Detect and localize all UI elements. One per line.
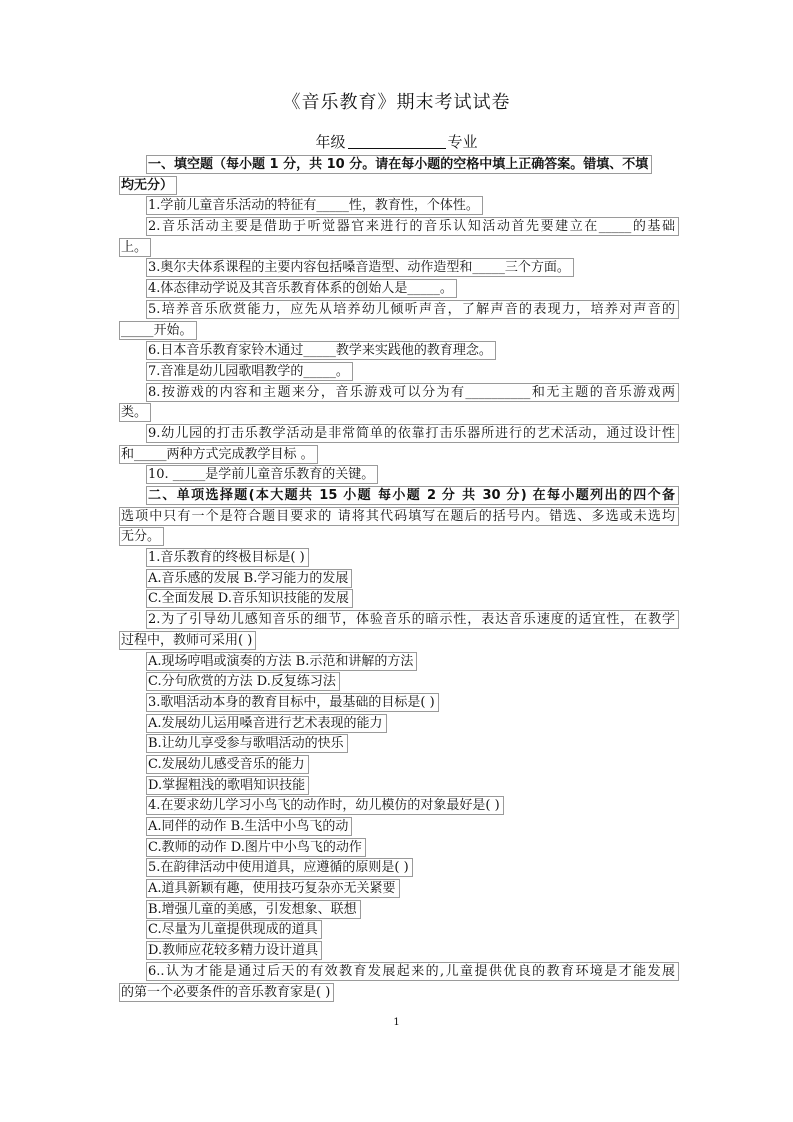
question-line: 1.音乐教育的终极目标是( ) [119,548,679,567]
question-line: 3.奥尔夫体系课程的主要内容包括嗓音造型、动作造型和_____三个方面。 [119,258,679,277]
grade-label: 年级 [315,133,346,151]
question-line: 7.音准是幼儿园歌唱教学的_____。 [119,362,679,381]
question-line: 5.在韵律活动中使用道具，应遵循的原则是( ) [119,858,679,877]
question-line: _____开始。 [119,321,679,340]
option-line: A.现场哼唱或演奏的方法 B.示范和讲解的方法 [119,652,679,671]
option-line: B.让幼儿享受参与歌唱活动的快乐 [119,734,679,753]
grade-major-line [0,131,793,152]
question-line: 的第一个必要条件的音乐教育家是( ) [119,983,679,1002]
question-line: 3.歌唱活动本身的教育目标中，最基础的目标是( ) [119,693,679,712]
question-line: 10. _____是学前儿童音乐教育的关键。 [119,465,679,484]
option-line: A.发展幼儿运用嗓音进行艺术表现的能力 [119,714,679,733]
section-heading-single-choice: 二、单项选择题(本大题共 15 小题 每小题 2 分 共 30 分) 在每小题列出的四个备 [119,486,679,505]
question-line: 和_____两种方式完成教学目标 。 [119,445,679,464]
question-line: 类。 [119,403,679,422]
section-instructions: 无分。 [119,527,679,546]
option-line: A.道具新颖有趣，使用技巧复杂亦无关紧要 [119,879,679,898]
question-line: 4.在要求幼儿学习小鸟飞的动作时，幼儿模仿的对象最好是( ) [119,796,679,815]
major-label: 专业 [447,133,478,151]
question-line: 2.音乐活动主要是借助于听觉器官来进行的音乐认知活动首先要建立在_____的基础 [119,217,679,236]
section-heading-fill-blank: 一、填空题（每小题 1 分，共 10 分。请在每小题的空格中填上正确答案。错填、不填 [119,155,679,174]
question-line: 上。 [119,238,679,257]
exam-content [119,155,679,1003]
question-line: 6.日本音乐教育家铃木通过_____教学来实践他的教育理念。 [119,341,679,360]
option-line: D.教师应花较多精力设计道具 [119,941,679,960]
page-title: 《音乐教育》期末考试试卷 [282,92,511,113]
question-line: 1.学前儿童音乐活动的特征有_____性，教育性，个体性。 [119,196,679,215]
option-line: C.全面发展 D.音乐知识技能的发展 [119,589,679,608]
question-line: 5.培养音乐欣赏能力，应先从培养幼儿倾听声音，了解声音的表现力，培养对声音的 [119,300,679,319]
question-line: 8.按游戏的内容和主题来分，音乐游戏可以分为有__________和无主题的音乐游戏两 [119,383,679,402]
option-line: C.教师的动作 D.图片中小鸟飞的动作 [119,838,679,857]
question-line: 2.为了引导幼儿感知音乐的细节，体验音乐的暗示性，表达音乐速度的适宜性，在教学 [119,610,679,629]
option-line: A.音乐感的发展 B.学习能力的发展 [119,569,679,588]
section-instructions: 选项中只有一个是符合题目要求的 请将其代码填写在题后的括号内。错选、多选或未选均 [119,507,679,526]
question-line: 4.体态律动学说及其音乐教育体系的创始人是_____。 [119,279,679,298]
question-line: 9.幼儿园的打击乐教学活动是非常简单的依靠打击乐器所进行的艺术活动，通过设计性 [119,424,679,443]
section-heading-fill-blank-cont: 均无分） [119,176,679,195]
option-line: C.发展幼儿感受音乐的能力 [119,755,679,774]
page-number: 1 [393,1017,400,1028]
option-line: C.分句欣赏的方法 D.反复练习法 [119,672,679,691]
option-line: C.尽量为儿童提供现成的道具 [119,920,679,939]
option-line: A.同伴的动作 B.生活中小鸟飞的动 [119,817,679,836]
question-line: 6..认为才能是通过后天的有效教育发展起来的,儿童提供优良的教育环境是才能发展 [119,962,679,981]
option-line: B.增强儿童的美感，引发想象、联想 [119,900,679,919]
grade-blank[interactable] [348,133,446,149]
option-line: D.掌握粗浅的歌唱知识技能 [119,776,679,795]
question-line: 过程中，教师可采用( ) [119,631,679,650]
